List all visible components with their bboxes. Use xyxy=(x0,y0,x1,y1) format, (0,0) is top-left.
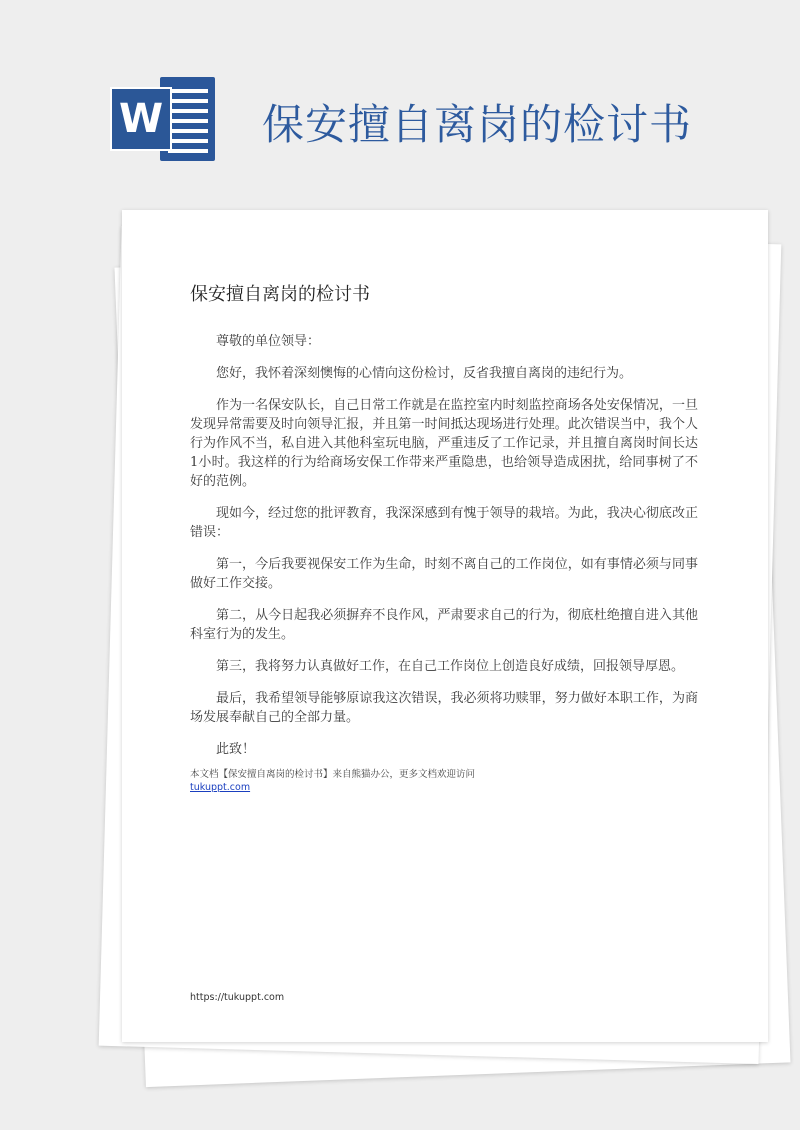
header-banner xyxy=(0,0,800,200)
salutation: 尊敬的单位领导： xyxy=(216,334,321,349)
paragraph-second: 第二，从今日起我必须摒弃不良作风，严肃要求自己的行为，彻底杜绝擅自进入其他科室行为的发生。 xyxy=(190,608,698,642)
banner-title: 保安擅自离岗的检讨书 xyxy=(262,100,693,149)
bottom-url: https://tukuppt.com xyxy=(190,992,285,1003)
source-footnote xyxy=(190,768,698,794)
document-body xyxy=(190,280,698,794)
sign-off: 此致！ xyxy=(216,742,256,757)
word-logo-letter: W xyxy=(110,87,172,151)
word-logo-icon xyxy=(110,75,215,163)
paragraph-closing: 最后，我希望领导能够原谅我这次错误，我必须将功赎罪，努力做好本职工作，为商场发展奉献自己的全部力量。 xyxy=(190,691,698,725)
footnote-link[interactable]: tukuppt.com xyxy=(190,782,251,793)
paragraph-description: 作为一名保安队长，自己日常工作就是在监控室内时刻监控商场各处安保情况，一旦发现异常需要及时向领导汇报，并且第一时间抵达现场进行处理。此次错误当中，我个人行为作风不当，私自进入其他科室玩电脑，严重违反了工作记录，并且擅自离岗时间长达1小时。我这样的行为给商场安保工作带来严重隐患，也给领导造成困扰，给同事树了不好的范例。 xyxy=(190,398,698,489)
paragraph-third: 第三，我将努力认真做好工作，在自己工作岗位上创造良好成绩，回报领导厚恩。 xyxy=(216,659,685,674)
paragraph-opening: 您好，我怀着深刻懊悔的心情向这份检讨，反省我擅自离岗的违纪行为。 xyxy=(216,366,633,381)
footnote-text: 本文档【保安擅自离岗的检讨书】来自熊猫办公，更多文档欢迎访问 xyxy=(190,769,476,780)
paragraph-first: 第一，今后我要视保安工作为生命，时刻不离自己的工作岗位，如有事情必须与同事做好工作交接。 xyxy=(190,557,698,591)
paragraph-resolution: 现如今，经过您的批评教育，我深深感到有愧于领导的栽培。为此，我决心彻底改正错误： xyxy=(190,506,698,540)
document-title: 保安擅自离岗的检讨书 xyxy=(190,284,370,305)
document-page xyxy=(122,210,768,1042)
